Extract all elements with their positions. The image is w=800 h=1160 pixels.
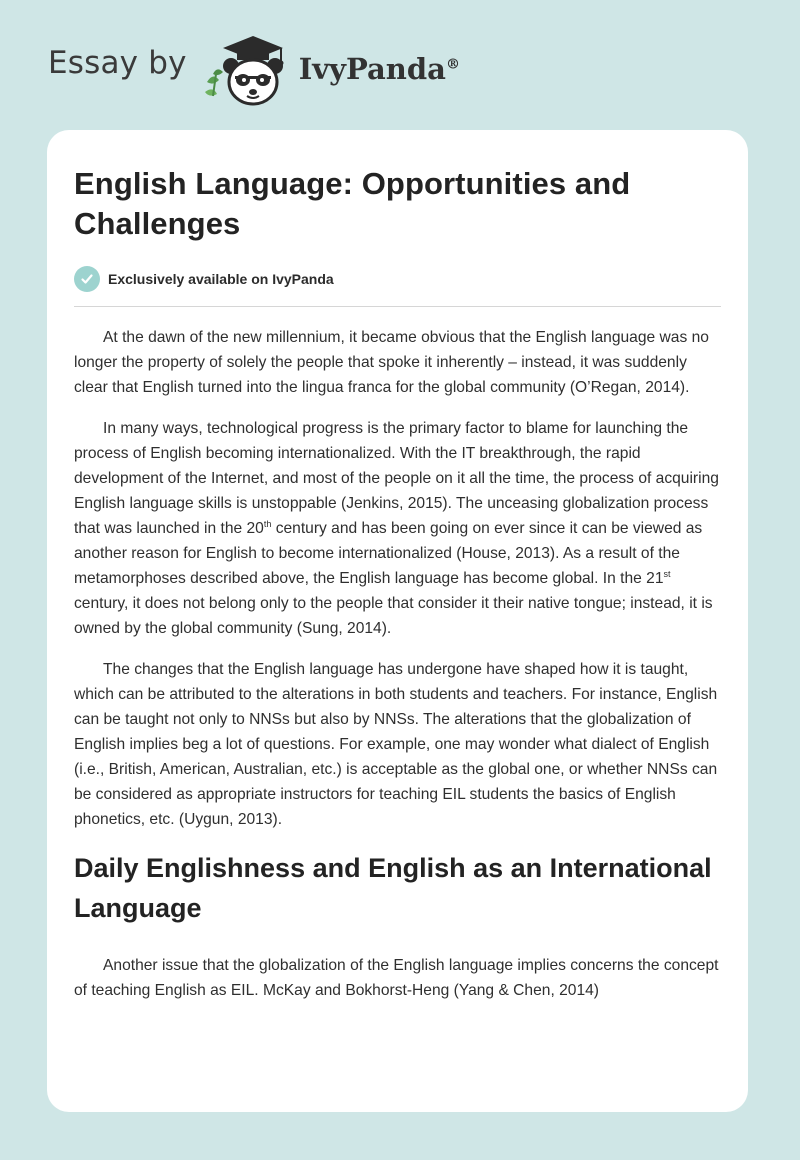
article-card (47, 130, 748, 1112)
article-body (74, 325, 721, 1003)
brand-header[interactable] (48, 30, 460, 110)
article-title: English Language: Opportunities and Challenges (74, 166, 631, 241)
paragraph-2: In many ways, technological progress is the primary factor to blame for launching the process of English becoming internationalized. With the IT breakthrough, the rapid development of the Internet, and most of the people on it all the time, the process of acquiring English language skills is unstoppable (Jenkins, 2015). The unceasing globalization process that was launched in the 20th century and has been going on ever since it can be viewed as another reason for English to become internationalized (House, 2013). As a result of the metamorphoses described above, the English language has become global. In the 21st century, it does not belong only to the people that consider it their native tongue; instead, it is owned by the global community (Sung, 2014). (74, 420, 719, 637)
brand-name: IvyPanda® (298, 52, 460, 86)
panda-logo-icon (199, 30, 295, 110)
brand-prefix: Essay by (48, 45, 187, 81)
section-heading: Daily Englishness and English as an International Language (74, 853, 712, 923)
paragraph-4: Another issue that the globalization of the English language implies concerns the concept of teaching English as EIL. McKay and Bokhorst-Heng (Yang & Chen, 2014) (74, 957, 719, 999)
exclusive-label: Exclusively available on IvyPanda (108, 271, 334, 287)
paragraph-1: At the dawn of the new millennium, it became obvious that the English language was no longer the property of solely the people that spoke it inherently – instead, it was suddenly clear that English turned into the lingua franca for the global community (O’Regan, 2014). (74, 329, 709, 396)
check-icon (74, 266, 100, 292)
paragraph-3: The changes that the English language has undergone have shaped how it is taught, which can be attributed to the alterations in both students and teachers. For instance, English can be taught not only to NNSs but also by NNSs. The alterations that the globalization of English implies beg a lot of questions. For example, one may wonder what dialect of English (i.e., British, American, Australian, etc.) is acceptable as the global one, or whether NNSs can be considered as appropriate instructors for teaching EIL students the basics of English phonetics, etc. (Uygun, 2013). (74, 661, 718, 828)
exclusive-badge (74, 266, 721, 307)
